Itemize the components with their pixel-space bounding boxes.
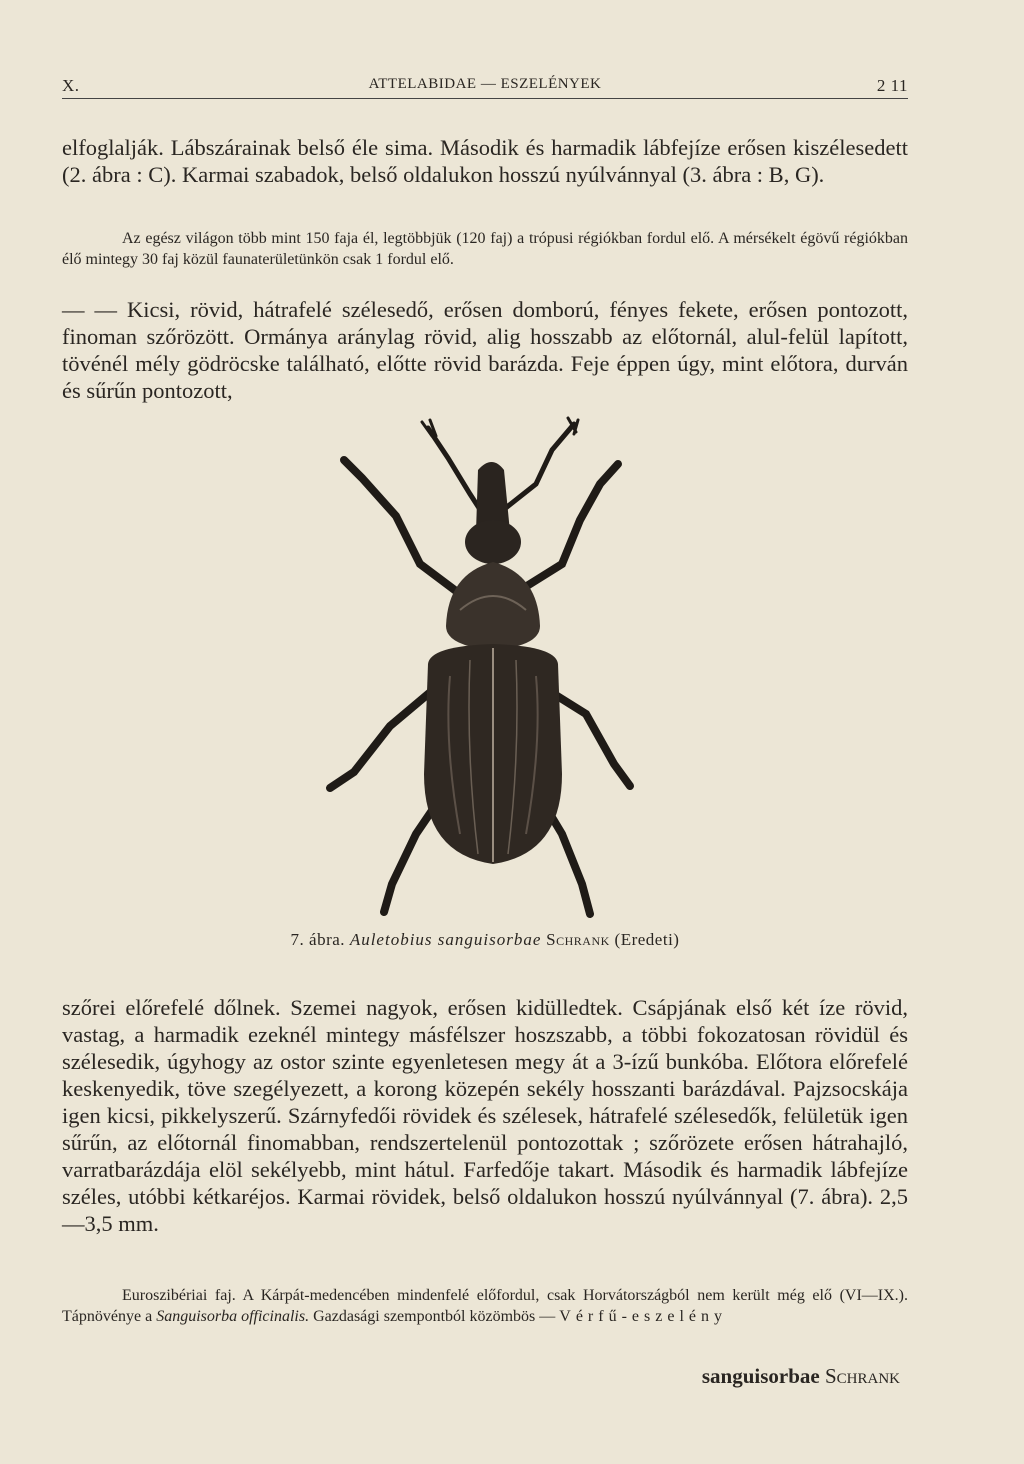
common-name: Vérfű-eszelény	[559, 1308, 727, 1325]
species-heading	[702, 1364, 900, 1389]
section-number: X.	[62, 76, 80, 95]
running-title: ATTELABIDAE — ESZELÉNYEK	[368, 76, 602, 92]
paragraph-distribution-note: Az egész világon több mint 150 faja él, legtöbbjük (120 faj) a trópusi régiókban fordul elő. A mérsékelt égövű régiókban élő mintegy 30 faj közül faunaterületünkön csak 1 fordul elő.	[62, 230, 908, 268]
paragraph-species-description: — — Kicsi, rövid, hátrafelé szélesedő, erősen domború, fényes fekete, erősen pontozott, finoman szőrözött. Ormánya aránylag rövid, alig hosszabb az előtornál, alul-felül lapított, tövénél mély gödröcske található, előtte rövid barázda. Feje éppen úgy, mint előtora, durván és sűrűn pontozott,	[62, 297, 908, 403]
species-author: Schrank	[824, 1364, 900, 1388]
running-header	[62, 70, 908, 99]
paragraph-genus-description-end: elfoglalják. Lábszárainak belső éle sima. Második és harmadik lábfejíze erősen kiszélesedett (2. ábra : C). Karmai szabadok, belső oldalukon hosszú nyúlvánnyal (3. ábra : B, G).	[62, 135, 908, 187]
figure-number: 7. ábra.	[290, 930, 346, 949]
figure-author: Schrank	[546, 930, 610, 949]
paragraph-species-ecology	[62, 1285, 908, 1327]
host-plant-name: Sanguisorba officinalis.	[156, 1308, 310, 1325]
figure-caption	[62, 930, 908, 950]
species-name: sanguisorbae	[701, 1364, 820, 1388]
ecology-text-mid: Gazdasági szempontból közömbös —	[309, 1308, 560, 1325]
figure-note: (Eredeti)	[614, 930, 680, 949]
paragraph-species-description-continued: szőrei előrefelé dőlnek. Szemei nagyok, erősen kidülledtek. Csápjának első két íze rövid, vastag, a harmadik ezeknél mintegy másfélszer hoszszabb, a többi fokozatosan rövidül és szélesedik, úgyhogy az ostor szinte egyenletesen megy át a 3-ízű bunkóba. Előtora előrefelé keskenyedik, töve szegélyezett, a korong közepén sekély hosszanti barázdával. Pajzsocskája igen kicsi, pikkelyszerű. Szárnyfedői rövidek és szélesek, hátrafelé szélesedők, felületük igen sűrűn, az előtornál finomabban, rendszertelenül pontozottak ; szőrözete erősen hátrahajló, varratbarázdája elöl sekélyebb, mint hátul. Farfedője takart. Második és harmadik lábfejíze széles, utóbbi kétkaréjos. Karmai rövidek, belső oldalukon hosszú nyúlvánnyal (7. ábra). 2,5—3,5 mm.	[62, 995, 908, 1236]
beetle-illustration	[300, 414, 640, 924]
page-number: 2 11	[876, 76, 908, 95]
figure-species-name: Auletobius sanguisorbae	[349, 930, 542, 949]
ecology-text-start: Euroszibériai faj. A Kárpát-medencében mindenfelé előfordul, csak Horvátországból nem került még elő (VI—IX.). Tápnövénye a	[62, 1287, 908, 1325]
